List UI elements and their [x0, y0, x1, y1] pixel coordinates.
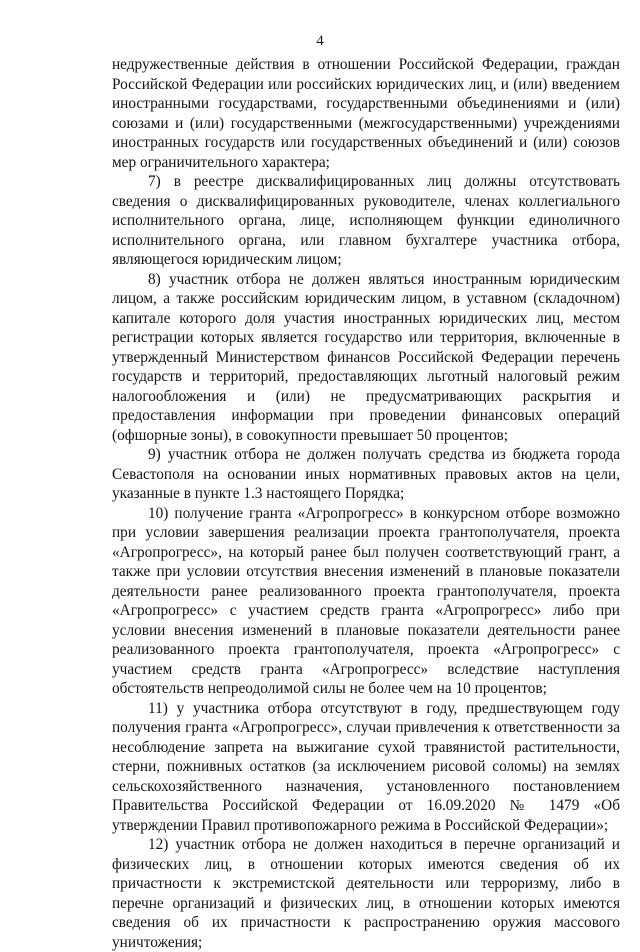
paragraph-item-10: 10) получение гранта «Агропрогресс» в конкурсном отборе возможно при условии завершения реализации проекта грантополучателя, проекта «Агропрогресс», на который ранее был получен соответствующий грант, а также при условии отсутствия внесения изменений в плановые показатели деятельности ранее реализованного проекта грантополучателя, проекта «Агропрогресс» с участием средств гранта «Агропрогресс» либо при условии внесения изменений в плановые показатели деятельности ранее реализованного проекта грантополучателя, проекта «Агропрогресс» с участием средств гранта «Агропрогресс» вследствие наступления обстоятельств непреодолимой силы не более чем на 10 процентов;	[112, 504, 620, 697]
paragraph-continuation: недружественные действия в отношении Российской Федерации, граждан Российской Федерации или российских юридических лиц, и (или) введением иностранными государствами, государственными объединениями и (или) союзами и (или) государственными (межгосударственными) учреждениями иностранных государств или государственных объединений и (или) союзов мер ограничительного характера;	[112, 56, 620, 171]
page-number: 4	[316, 33, 324, 49]
paragraph-item-9: 9) участник отбора не должен получать средства из бюджета города Севастополя на основании иных нормативных правовых актов на цели, указанные в пункте 1.3 настоящего Порядка;	[112, 446, 620, 502]
paragraph-item-12: 12) участник отбора не должен находиться в перечне организаций и физических лиц, в отношении которых имеются сведения об их причастности к экстремистской деятельности или терроризму, либо в перечне организаций и физических лиц, в отношении которых имеются сведения об их причастности к распространению оружия массового уничтожения;	[112, 836, 620, 951]
paragraph-item-11: 11) у участника отбора отсутствуют в году, предшествующем году получения гранта «Агропрогресс», случаи привлечения к ответственности за несоблюдение запрета на выжигание сухой травянистой растительности, стерни, пожнивных остатков (за исключением рисовой соломы) на землях сельскохозяйственного назначения, установленного постановлением Правительства Российской Федерации от 16.09.2020 № 1479 «Об утверждении Правил противопожарного режима в Российской Федерации»;	[112, 699, 620, 834]
document-body	[112, 55, 620, 952]
paragraph-item-8: 8) участник отбора не должен являться иностранным юридическим лицом, а также российским юридическим лицом, в уставном (складочном) капитале которого доля участия иностранных юридических лиц, местом регистрации которых является государство или территория, включенные в утвержденный Министерством финансов Российской Федерации перечень государств и территорий, предоставляющих льготный налоговый режим налогообложения и (или) не предусматривающих раскрытия и предоставления информации при проведении финансовых операций (офшорные зоны), в совокупности превышает 50 процентов;	[112, 270, 620, 444]
paragraph-item-7: 7) в реестре дисквалифицированных лиц должны отсутствовать сведения о дисквалифицированных руководителе, членах коллегиального исполнительного органа, лице, исполняющем функции единоличного исполнительного органа, или главном бухгалтере участника отбора, являющегося юридическим лицом;	[112, 173, 620, 268]
